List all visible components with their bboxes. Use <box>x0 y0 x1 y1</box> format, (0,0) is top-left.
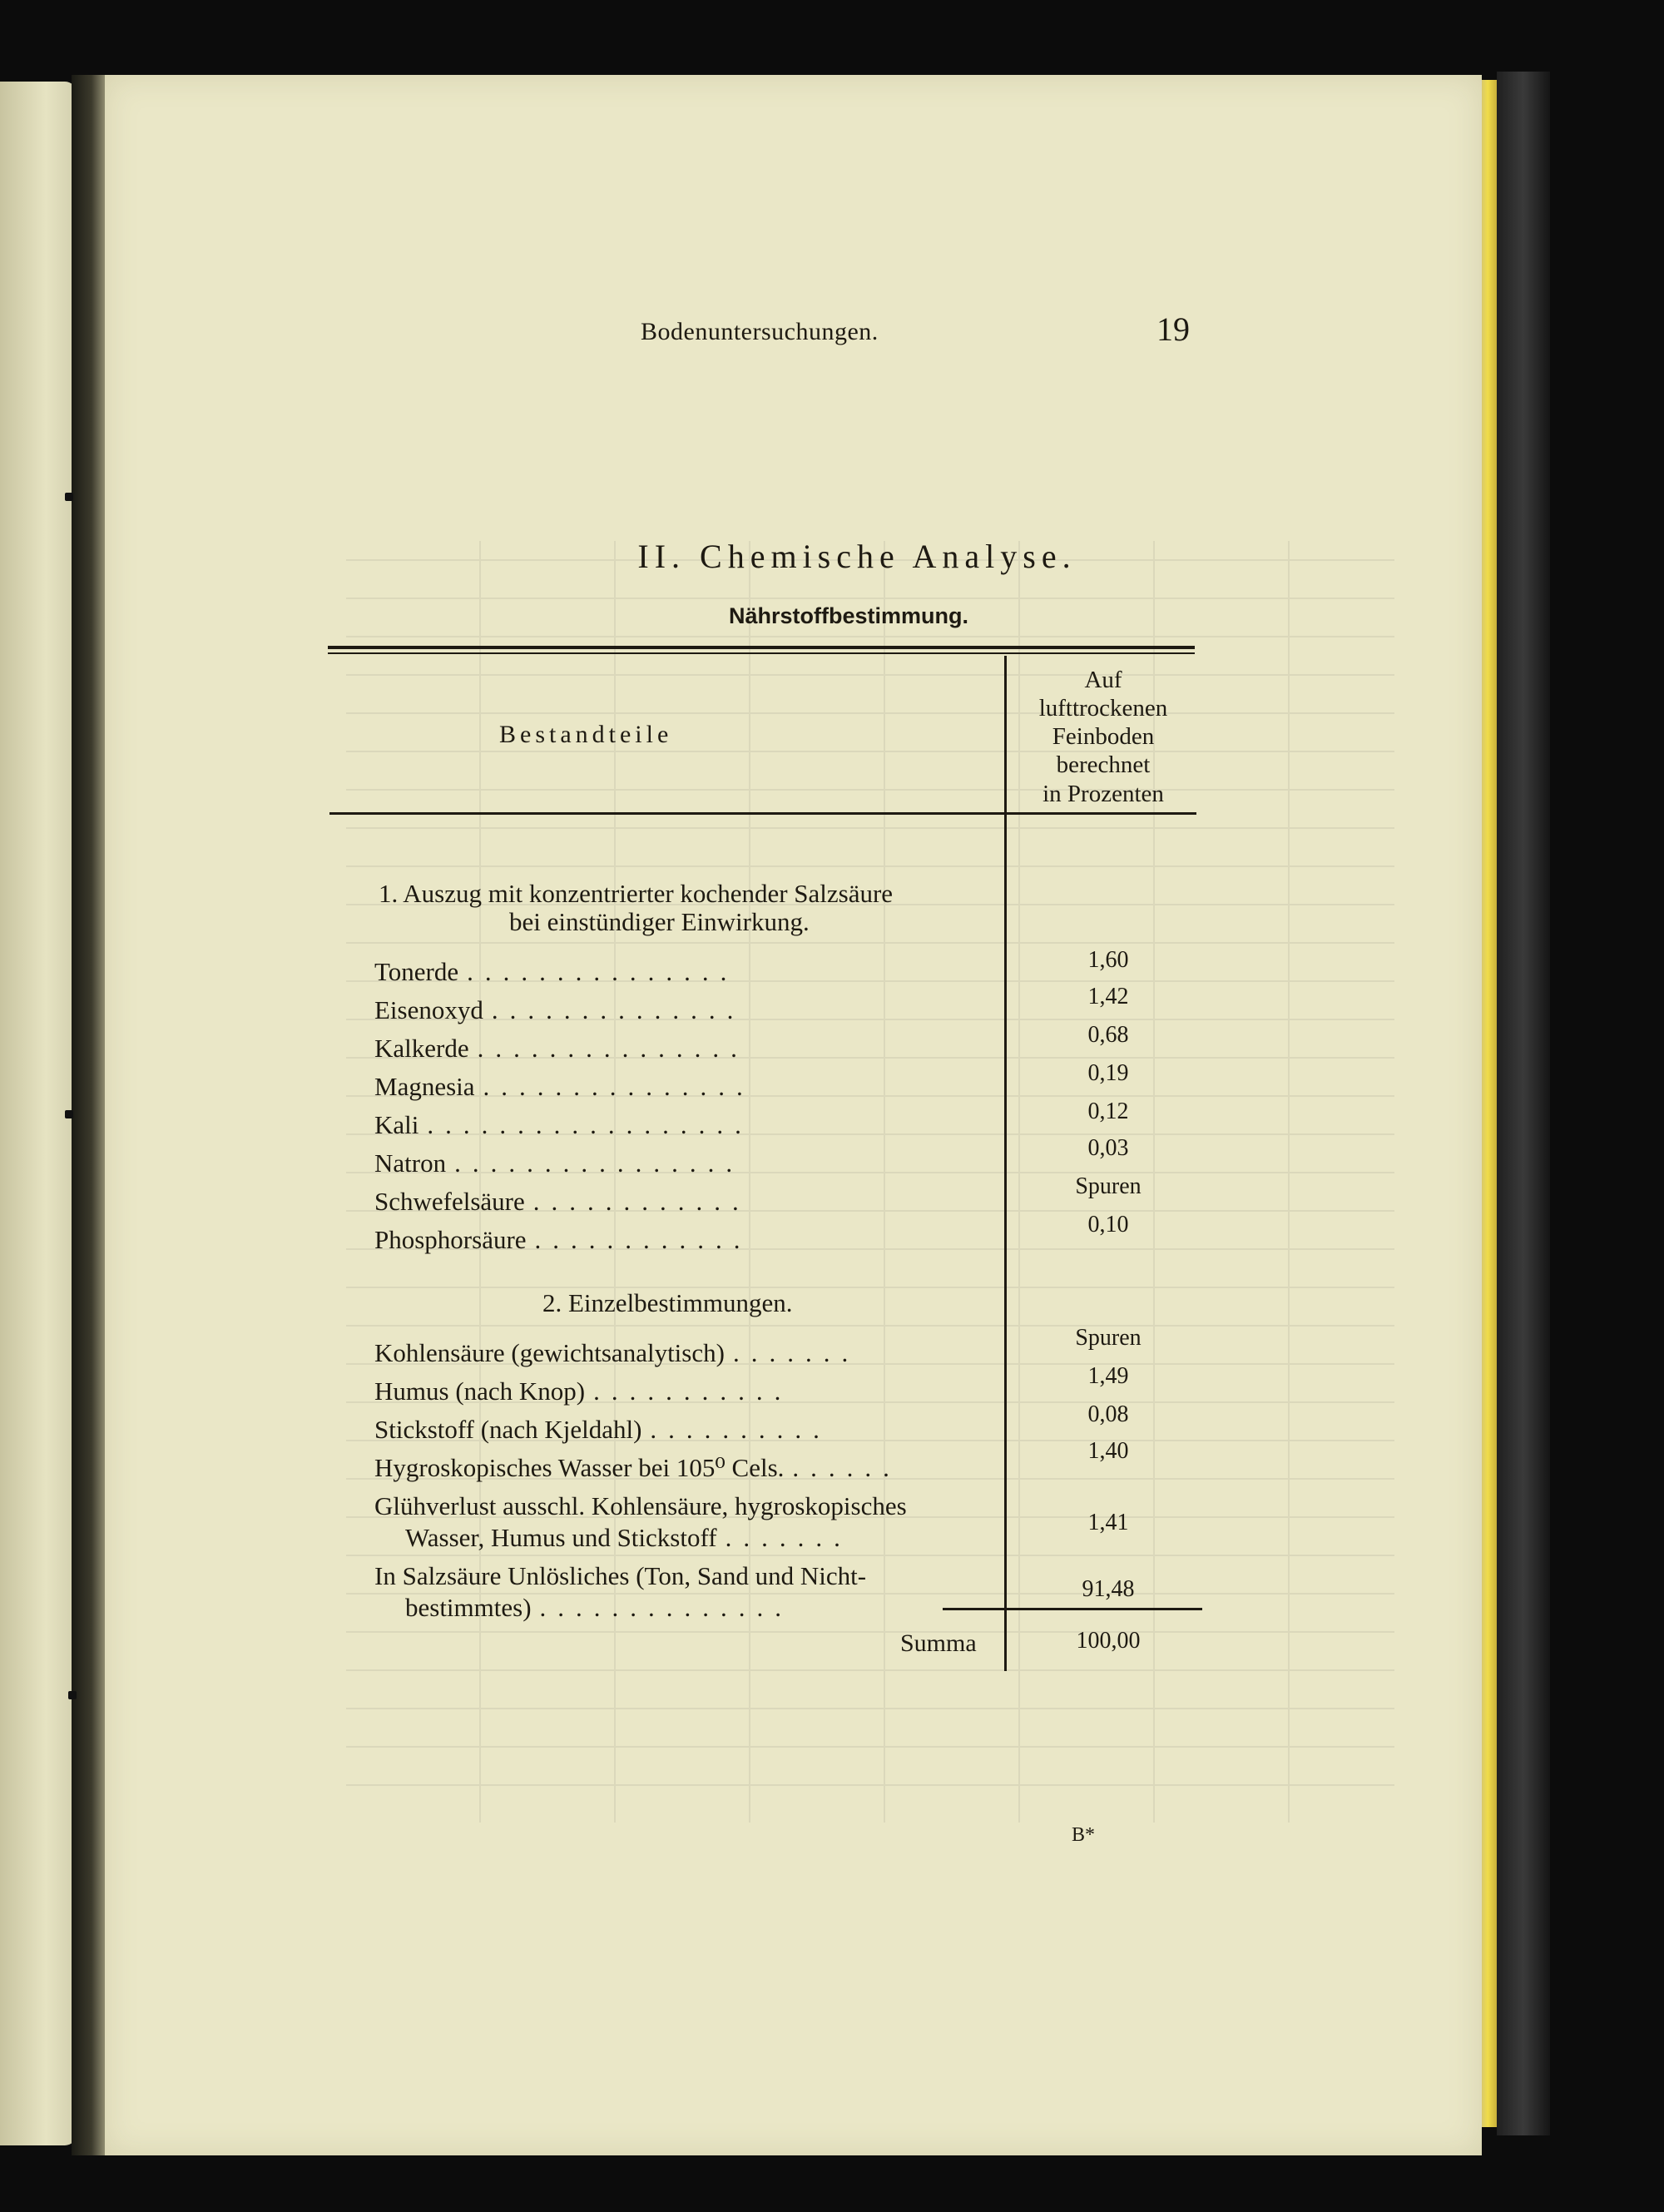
row-label <box>374 1491 982 1521</box>
row-label-text: Stickstoff (nach Kjeldahl) <box>374 1415 642 1444</box>
row-value: 1,42 <box>1087 984 1129 1009</box>
column-header-unit: in Prozenten <box>1042 781 1164 807</box>
row-value: Spuren <box>1075 1325 1142 1351</box>
dot-leader: .......... <box>650 1415 831 1444</box>
row-label <box>374 1561 982 1591</box>
running-head: Bodenuntersuchungen. <box>641 318 879 345</box>
row-label <box>374 1376 982 1406</box>
row-label <box>374 1338 982 1368</box>
book-cover-edge <box>1497 72 1550 2135</box>
column-header-percent <box>1008 666 1198 779</box>
row-label <box>374 1453 982 1483</box>
dot-leader: ............... <box>483 1072 755 1101</box>
column-header-bestandteile: Bestandteile <box>499 721 673 748</box>
summa-label: Summa <box>900 1629 977 1657</box>
row-value: 0,08 <box>1087 1401 1129 1427</box>
row-label-text: Kohlensäure (gewichtsanalytisch) <box>374 1338 725 1367</box>
row-label-continuation <box>405 1593 1013 1623</box>
row-label-continuation <box>405 1523 1013 1553</box>
dot-leader: .............. <box>539 1593 794 1622</box>
dot-leader: ................ <box>454 1148 745 1178</box>
dot-leader: ....... <box>732 1338 860 1367</box>
row-label <box>374 1225 982 1255</box>
row-label <box>374 1148 982 1178</box>
row-label-text: Wasser, Humus und Stickstoff <box>405 1523 717 1552</box>
binding-mark <box>65 493 73 501</box>
row-value: 91,48 <box>1082 1576 1135 1602</box>
dot-leader: ............... <box>467 957 739 986</box>
page-edge-yellow <box>1482 80 1497 2127</box>
row-label <box>374 1072 982 1102</box>
row-label <box>374 957 982 987</box>
binding-mark <box>68 1691 77 1699</box>
row-label <box>374 1034 982 1064</box>
row-label-text: Humus (nach Knop) <box>374 1376 586 1406</box>
page-number: 19 <box>1156 310 1190 348</box>
group-title-line2: bei einstündiger Einwirkung. <box>509 907 810 936</box>
column-header-line: lufttrockenen <box>1038 695 1168 722</box>
row-label-text: Kalkerde <box>374 1034 469 1063</box>
section-title: II. Chemische Analyse. <box>637 538 1077 575</box>
row-label-text: Magnesia <box>374 1072 475 1101</box>
dot-leader: ............ <box>532 1187 750 1216</box>
row-label-text: Glühverlust ausschl. Kohlensäure, hygroskopisches <box>374 1491 907 1520</box>
row-label <box>374 1415 982 1445</box>
row-label-text: Schwefelsäure <box>374 1187 525 1216</box>
table-top-rule <box>328 646 1195 649</box>
summa-value: 100,00 <box>1076 1628 1141 1654</box>
dot-leader: ...... <box>792 1453 901 1482</box>
dot-leader: .................. <box>427 1110 753 1139</box>
row-value: Spuren <box>1075 1173 1142 1199</box>
dot-leader: ....... <box>725 1523 852 1552</box>
row-value: 0,10 <box>1087 1212 1129 1237</box>
row-label <box>374 995 982 1025</box>
group-title: 1. Auszug mit konzentrierter kochender Salzsäure <box>379 879 894 908</box>
table-column-divider <box>1004 656 1007 1671</box>
column-header-line: Auf <box>1084 667 1122 693</box>
row-label <box>374 1187 982 1217</box>
table-top-rule-thin <box>328 652 1195 654</box>
row-label <box>374 1110 982 1140</box>
row-value: 0,12 <box>1087 1099 1129 1124</box>
dot-leader: ............... <box>477 1034 749 1063</box>
dot-leader: ........... <box>593 1376 793 1406</box>
row-label-text: Tonerde <box>374 957 459 986</box>
row-value: 1,60 <box>1087 947 1129 973</box>
column-header-line: Feinboden <box>1052 723 1155 750</box>
row-label-text: Phosphorsäure <box>374 1225 527 1254</box>
row-label-text: Eisenoxyd <box>374 995 483 1024</box>
row-label-text: Hygroskopisches Wasser bei 105⁰ Cels. <box>374 1453 785 1482</box>
dot-leader: .............. <box>491 995 745 1024</box>
signature-mark: B* <box>1072 1824 1096 1846</box>
group-title: 2. Einzelbestimmungen. <box>542 1288 793 1317</box>
row-value: 1,49 <box>1087 1363 1129 1389</box>
dot-leader: ............ <box>534 1225 752 1254</box>
binding-mark <box>65 1110 73 1118</box>
row-label-text: bestimmtes) <box>405 1593 532 1622</box>
row-label-text: Kali <box>374 1110 419 1139</box>
row-value: 0,68 <box>1087 1022 1129 1048</box>
row-value: 1,41 <box>1087 1510 1129 1535</box>
column-header-line: berechnet <box>1056 751 1151 778</box>
row-value: 1,40 <box>1087 1438 1129 1464</box>
row-label-text: In Salzsäure Unlösliches (Ton, Sand und Nicht- <box>374 1561 867 1590</box>
table-caption: Nährstoffbestimmung. <box>728 603 968 628</box>
row-label-text: Natron <box>374 1148 447 1178</box>
table-header-rule <box>329 812 1196 815</box>
row-value: 0,19 <box>1087 1060 1129 1086</box>
row-value: 0,03 <box>1087 1135 1129 1161</box>
